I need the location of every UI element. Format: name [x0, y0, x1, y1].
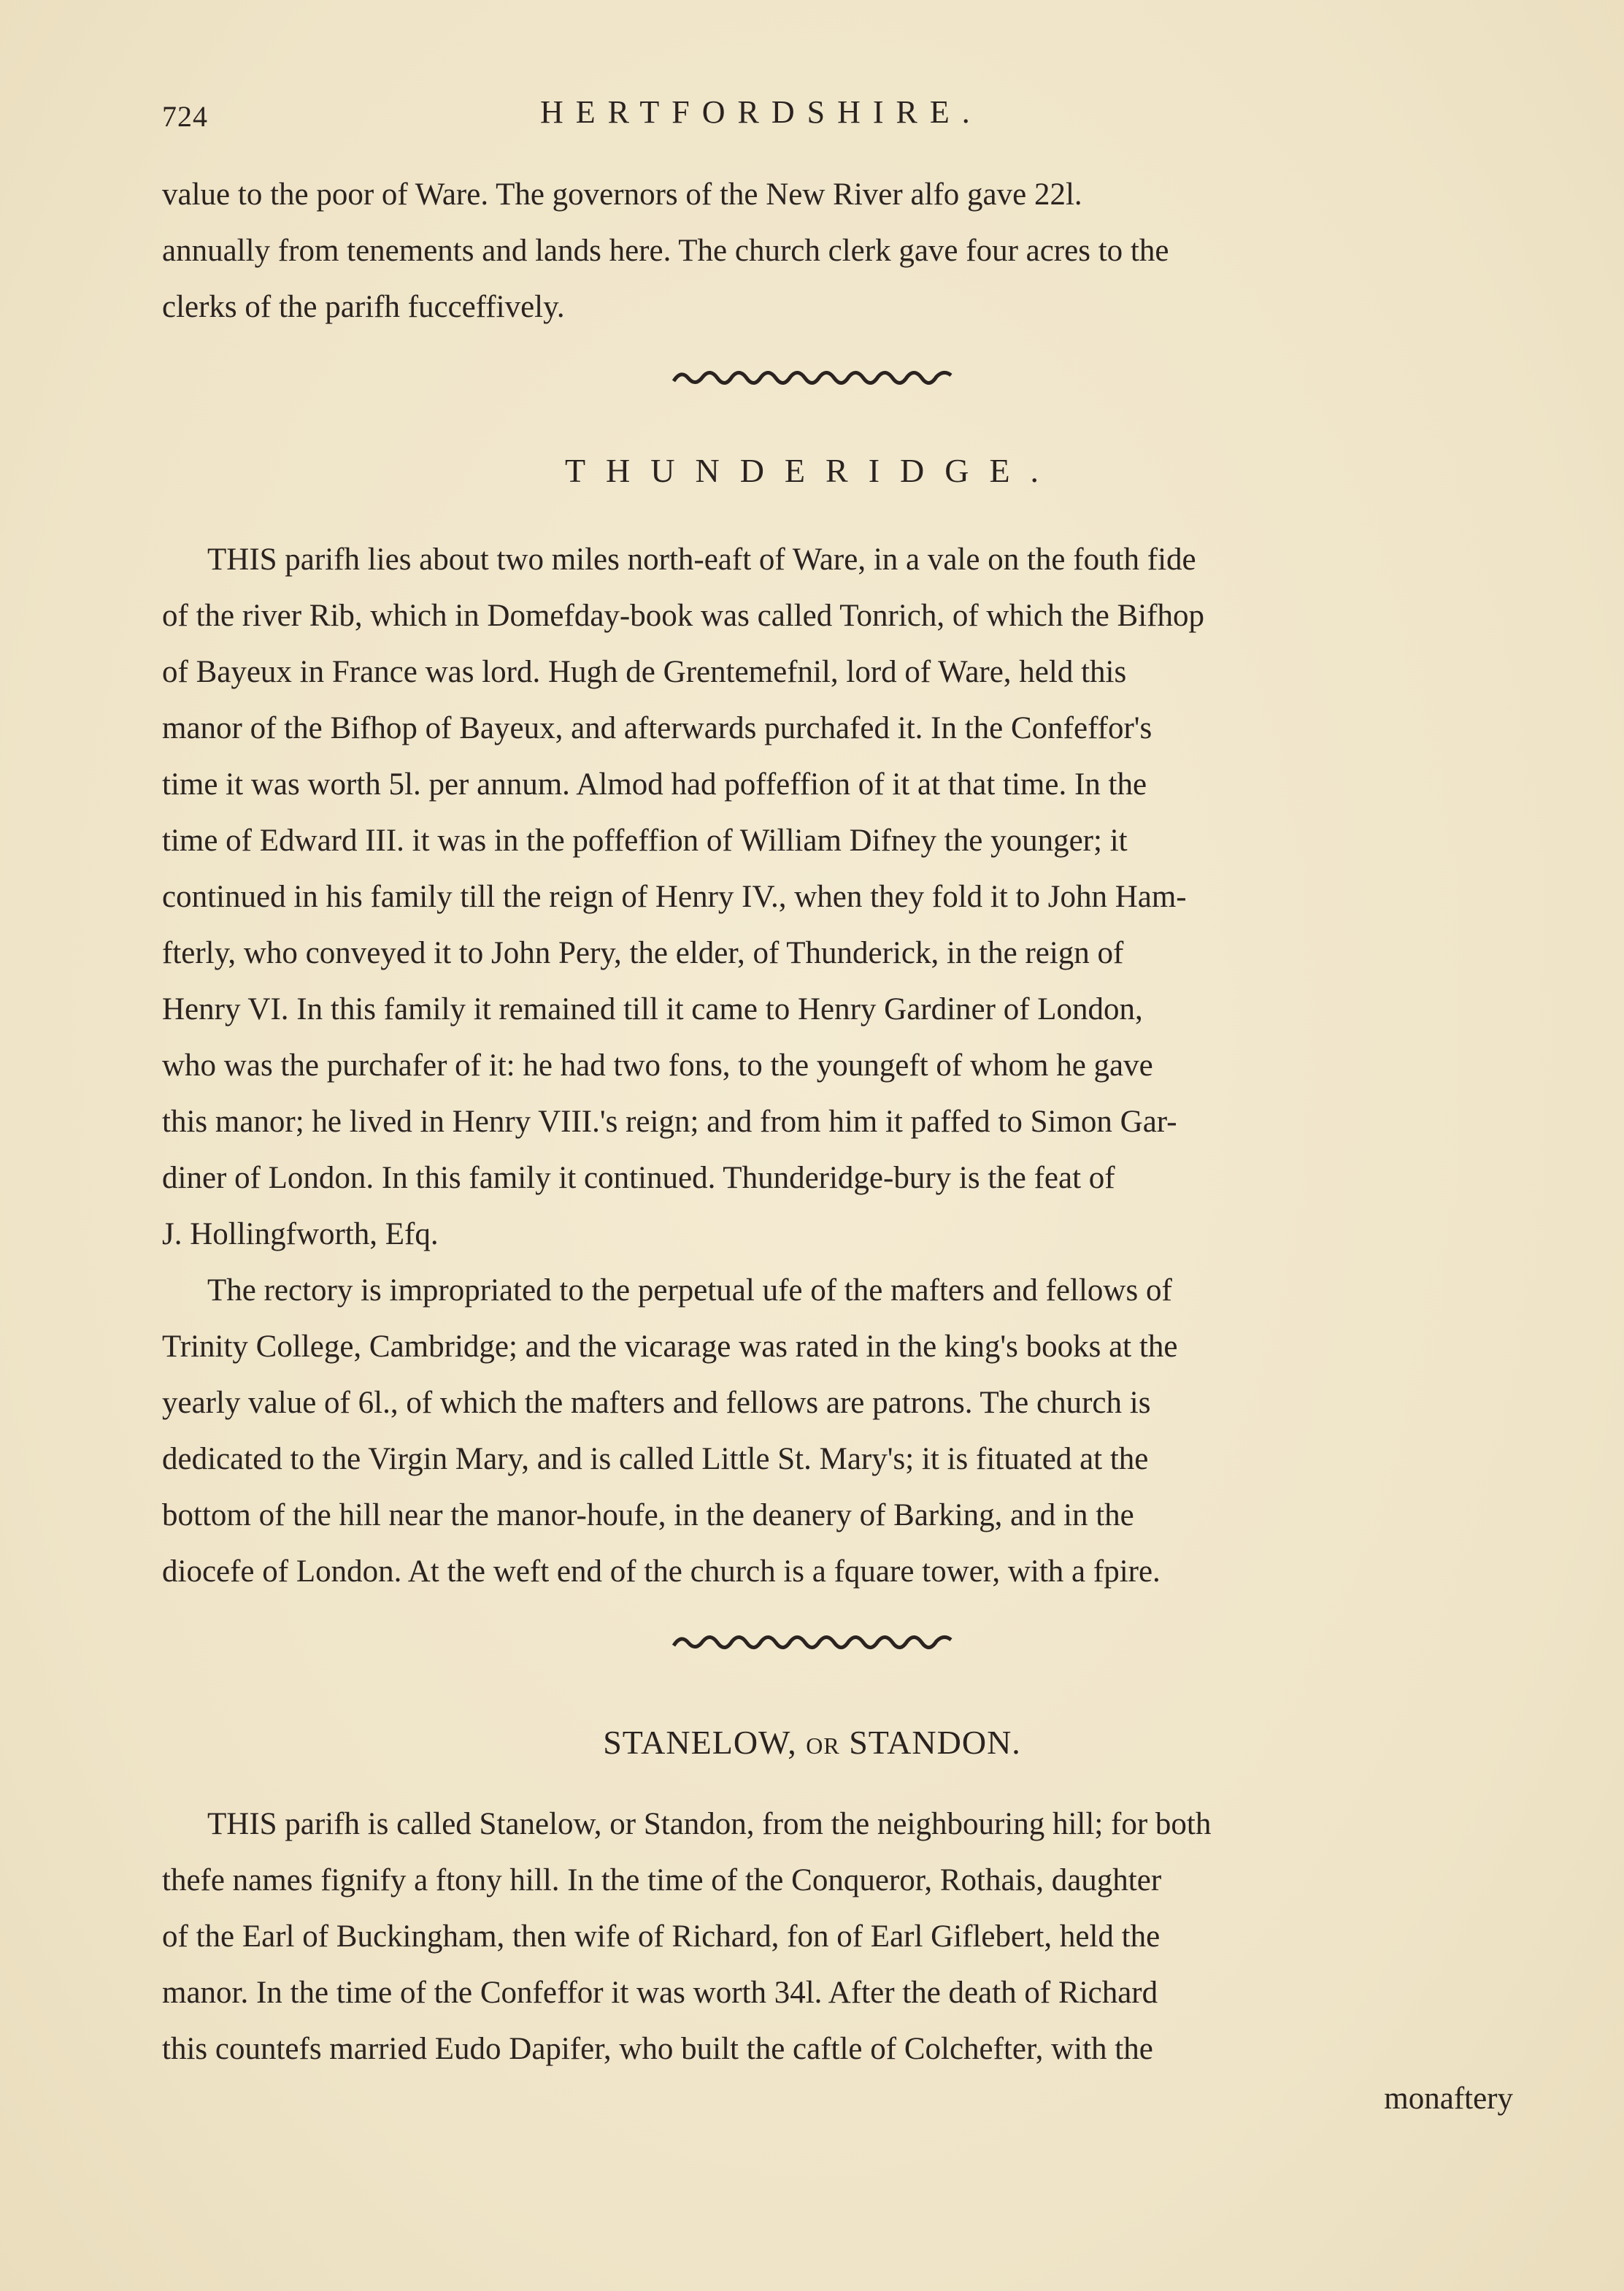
text-line: Trinity College, Cambridge; and the vicarage was rated in the king's books at the — [162, 1329, 1178, 1364]
ware-continuation — [162, 166, 1512, 335]
text-line: of the Earl of Buckingham, then wife of Richard, fon of Earl Giflebert, held the — [162, 1919, 1161, 1954]
text-line: who was the purchafer of it: he had two fons, to the youngeft of whom he gave — [162, 1048, 1153, 1083]
text-line: J. Hollingfworth, Efq. — [162, 1217, 439, 1251]
paragraph — [162, 532, 1512, 588]
standon-body — [162, 1796, 1512, 2077]
text-line: time it was worth 5l. per annum. Almod had poffeffion of it at that time. In the — [162, 767, 1147, 802]
text-line: THIS parifh lies about two miles north-eaft of Ware, in a vale on the fouth fide — [207, 542, 1196, 577]
text-line: manor. In the time of the Confeffor it was worth 34l. After the death of Richard — [162, 1976, 1158, 2010]
text-line: this manor; he lived in Henry VIII.'s reign; and from him it paffed to Simon Gar- — [162, 1105, 1177, 1139]
text-line: Henry VI. In this family it remained till it came to Henry Gardiner of London, — [162, 992, 1143, 1026]
title-standon: STANDON. — [849, 1724, 1021, 1761]
text-line: yearly value of 6l., of which the mafters and fellows are patrons. The church is — [162, 1386, 1151, 1420]
text-line: diocefe of London. At the weft end of the church is a fquare tower, with a fpire. — [162, 1554, 1161, 1589]
text-line: clerks of the parifh fucceffively. — [162, 290, 565, 324]
wave-ornament-icon — [670, 1630, 955, 1654]
text-line: annually from tenements and lands here. The church clerk gave four acres to the — [162, 234, 1169, 268]
text-line: bottom of the hill near the manor-houfe, in the deanery of Barking, and in the — [162, 1498, 1134, 1532]
text-line: dedicated to the Virgin Mary, and is called Little St. Mary's; it is fituated at the — [162, 1442, 1149, 1476]
text-line: THIS parifh is called Stanelow, or Standon, from the neighbouring hill; for both — [207, 1807, 1212, 1841]
page-number: 724 — [162, 100, 208, 133]
text-line: manor of the Bifhop of Bayeux, and afterwards purchafed it. In the Confeffor's — [162, 711, 1152, 745]
ornament-divider — [0, 1630, 1624, 1660]
page-header — [0, 86, 1624, 137]
running-head: HERTFORDSHIRE. — [540, 94, 982, 130]
title-stanelow: STANELOW, — [603, 1724, 797, 1761]
text-line: of Bayeux in France was lord. Hugh de Grentemefnil, lord of Ware, held this — [162, 655, 1127, 689]
catchword: monaftery — [1384, 2081, 1513, 2116]
wave-ornament-icon — [670, 365, 955, 390]
text-line: The rectory is impropriated to the perpetual ufe of the mafters and fellows of — [207, 1273, 1172, 1308]
section-title-standon — [0, 1723, 1624, 1762]
text-line: of the river Rib, which in Domefday-book was called Tonrich, of which the Bifhop — [162, 599, 1204, 633]
text-line: this countefs married Eudo Dapifer, who built the caftle of Colchefter, with the — [162, 2032, 1153, 2066]
text-line: continued in his family till the reign of Henry IV., when they fold it to John Ham- — [162, 880, 1187, 914]
section-title-thunderidge: THUNDERIDGE. — [564, 452, 1060, 489]
paragraph — [162, 1796, 1512, 1852]
text-line: thefe names fignify a ftony hill. In the time of the Conqueror, Rothais, daughter — [162, 1863, 1162, 1897]
title-or: OR — [806, 1732, 840, 1759]
text-line: value to the poor of Ware. The governors of the New River alfo gave 22l. — [162, 177, 1082, 212]
ornament-divider — [0, 365, 1624, 396]
thunderidge-body — [162, 532, 1512, 1600]
text-line: diner of London. In this family it continued. Thunderidge-bury is the feat of — [162, 1161, 1115, 1195]
text-line: fterly, who conveyed it to John Pery, the elder, of Thunderick, in the reign of — [162, 936, 1124, 970]
paragraph — [162, 1262, 1512, 1319]
text-line: time of Edward III. it was in the poffeffion of William Difney the younger; it — [162, 824, 1128, 858]
